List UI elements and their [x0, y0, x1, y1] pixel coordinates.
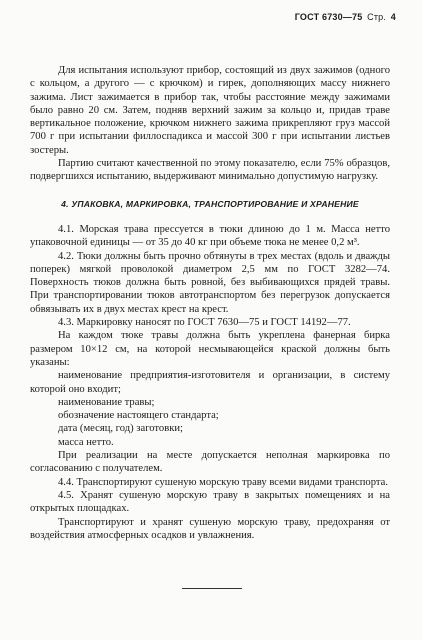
- tag-item-manufacturer: наименование предприятия-изготовителя и организации, в систему которой оно входит;: [30, 370, 390, 395]
- page-number: 4: [390, 12, 396, 22]
- clause-4-2: 4.2. Тюки должны быть прочно обтянуты в трех местах (вдоль и дважды поперек) мягкой проволокой диаметром 2,5 мм по ГОСТ 3282—74. Поверхность тюков должна быть ровной, без выбивающихся прядей травы. При транспортировании тюков автотранспортом без перегрузок допускается обвязывать их в двух местах крест на крест.: [30, 250, 390, 315]
- storage-note: Транспортируют и хранят сушеную морскую траву, предохраняя от воздействия атмосферных осадков и увлажнения.: [30, 516, 390, 541]
- clause-4-1: 4.1. Морская трава прессуется в тюки длиною до 1 м. Масса нетто упаковочной единицы — от 35 до 40 кг при объеме тюка не менее 0,2 м³.: [30, 223, 390, 249]
- document-body: [30, 64, 390, 542]
- page-header: [295, 12, 396, 22]
- tag-item-standard: обозначение настоящего стандарта;: [58, 410, 219, 422]
- tag-item-date: дата (месяц, год) заготовки;: [58, 423, 183, 435]
- end-rule: [182, 588, 242, 589]
- tag-requirement: На каждом тюке травы должна быть укреплена фанерная бирка размером 10×12 см, на которой несмывающейся краской должны быть указаны:: [30, 330, 390, 368]
- partial-marking-note: При реализации на месте допускается неполная маркировка по согласованию с получателем.: [30, 450, 390, 475]
- clause-4-5: 4.5. Хранят сушеную морскую траву в закрытых помещениях и на открытых площадках.: [30, 489, 390, 515]
- clause-4-4: 4.4. Транспортируют сушеную морскую траву всеми видами транспорта.: [58, 476, 388, 488]
- clause-4-3: 4.3. Маркировку наносят по ГОСТ 7630—75 и ГОСТ 14192—77.: [58, 317, 351, 329]
- standard-code: ГОСТ 6730—75: [294, 12, 363, 22]
- tag-item-mass: масса нетто.: [58, 436, 114, 448]
- page-label: Стр.: [367, 12, 387, 22]
- section-heading: 4. УПАКОВКА, МАРКИРОВКА, ТРАНСПОРТИРОВАНИЕ И ХРАНЕНИЕ: [61, 198, 359, 209]
- intro-paragraph-1: Для испытания используют прибор, состоящий из двух зажимов (одного с кольцом, а другого — с крючком) и гирек, дополняющих массу нижнего зажима. Лист зажимается в прибор так, чтобы расстояние между зажимами было равно 20 см. Затем, подняв верхний зажим за кольцо и, придав траве вертикальное положение, крючком нижнего зажима прикрепляют груз массой 700 г при испытании филлоспадикса и массой 300 г при испытании листьев зостеры.: [30, 65, 390, 156]
- tag-item-name: наименование травы;: [58, 396, 155, 408]
- intro-paragraph-2: Партию считают качественной по этому показателю, если 75% образцов, подвергшихся испытанию, выдерживают минимально допустимую нагрузку.: [30, 158, 390, 183]
